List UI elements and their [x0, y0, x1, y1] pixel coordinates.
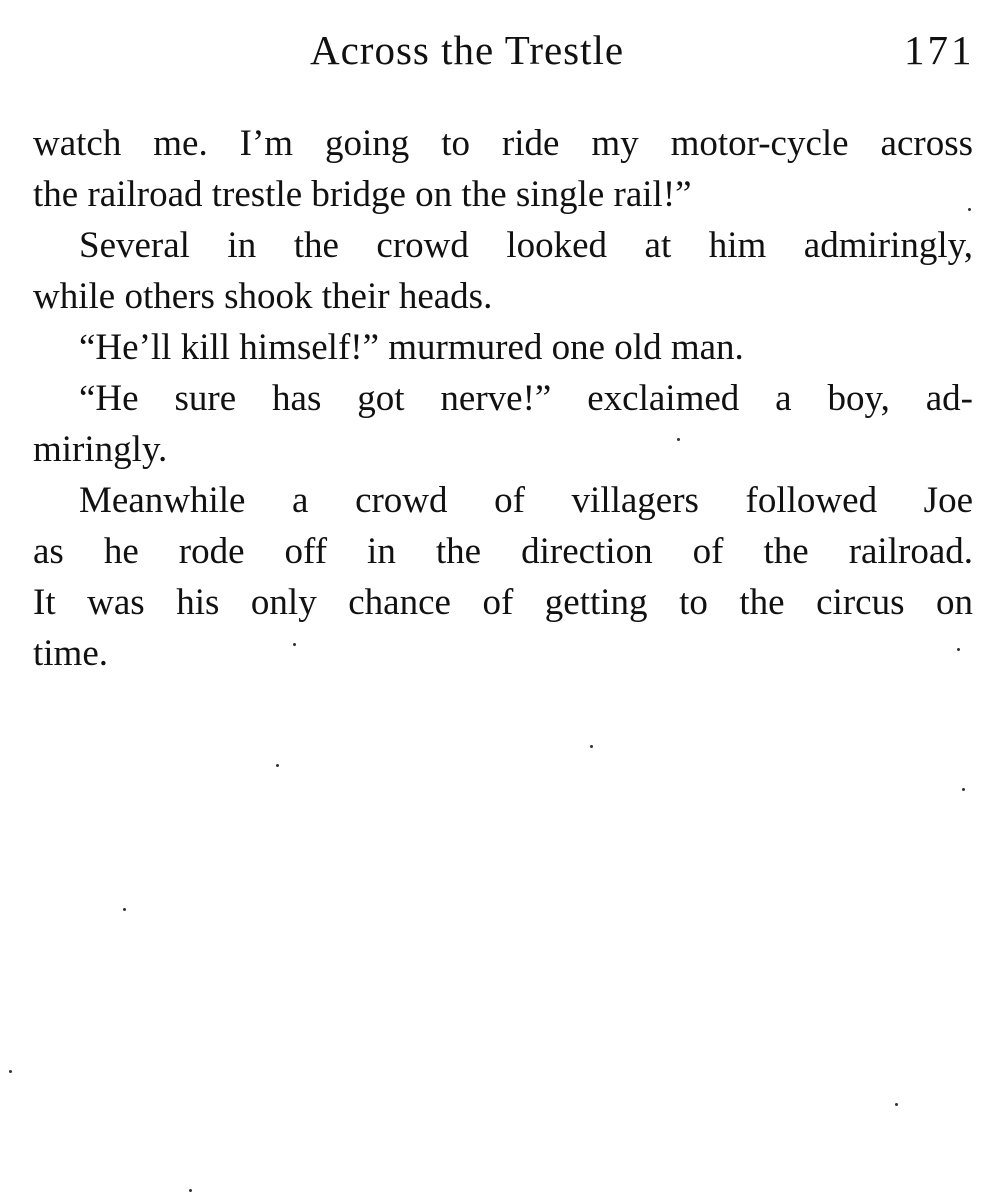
text-line: “He’ll kill himself!” murmured one old man.	[79, 327, 744, 368]
text-line: as he rode off in the direction of the railroad.	[33, 531, 973, 572]
scan-speck	[189, 1189, 192, 1192]
scan-speck	[293, 643, 296, 646]
text-line: Meanwhile a crowd of villagers followed Joe	[79, 480, 973, 521]
body-text	[33, 118, 973, 679]
text-line: Several in the crowd looked at him admiringly,	[79, 225, 973, 266]
scan-speck	[590, 745, 593, 748]
paragraph	[33, 373, 973, 475]
running-head	[0, 26, 1000, 78]
text-line: the railroad trestle bridge on the single rail!”	[33, 174, 692, 215]
scan-speck	[895, 1103, 898, 1106]
text-line: time.	[33, 633, 109, 674]
text-line: miringly.	[33, 429, 168, 470]
scan-speck	[276, 764, 279, 767]
text-line: “He sure has got nerve!” exclaimed a boy, ad-	[79, 378, 973, 419]
scan-speck	[968, 208, 971, 211]
scan-speck	[962, 788, 965, 791]
paragraph	[33, 322, 973, 373]
paragraph	[33, 220, 973, 322]
scan-speck	[957, 648, 960, 651]
scan-speck	[9, 1070, 12, 1073]
scan-speck	[677, 438, 680, 441]
scan-speck	[123, 908, 126, 911]
paragraph	[33, 118, 973, 220]
paragraph	[33, 475, 973, 679]
text-line: watch me. I’m going to ride my motor-cycle across	[33, 123, 973, 164]
page-number: 171	[904, 27, 975, 73]
text-line: while others shook their heads.	[33, 276, 493, 317]
text-line: It was his only chance of getting to the circus on	[33, 582, 973, 623]
chapter-title: Across the Trestle	[310, 27, 625, 73]
